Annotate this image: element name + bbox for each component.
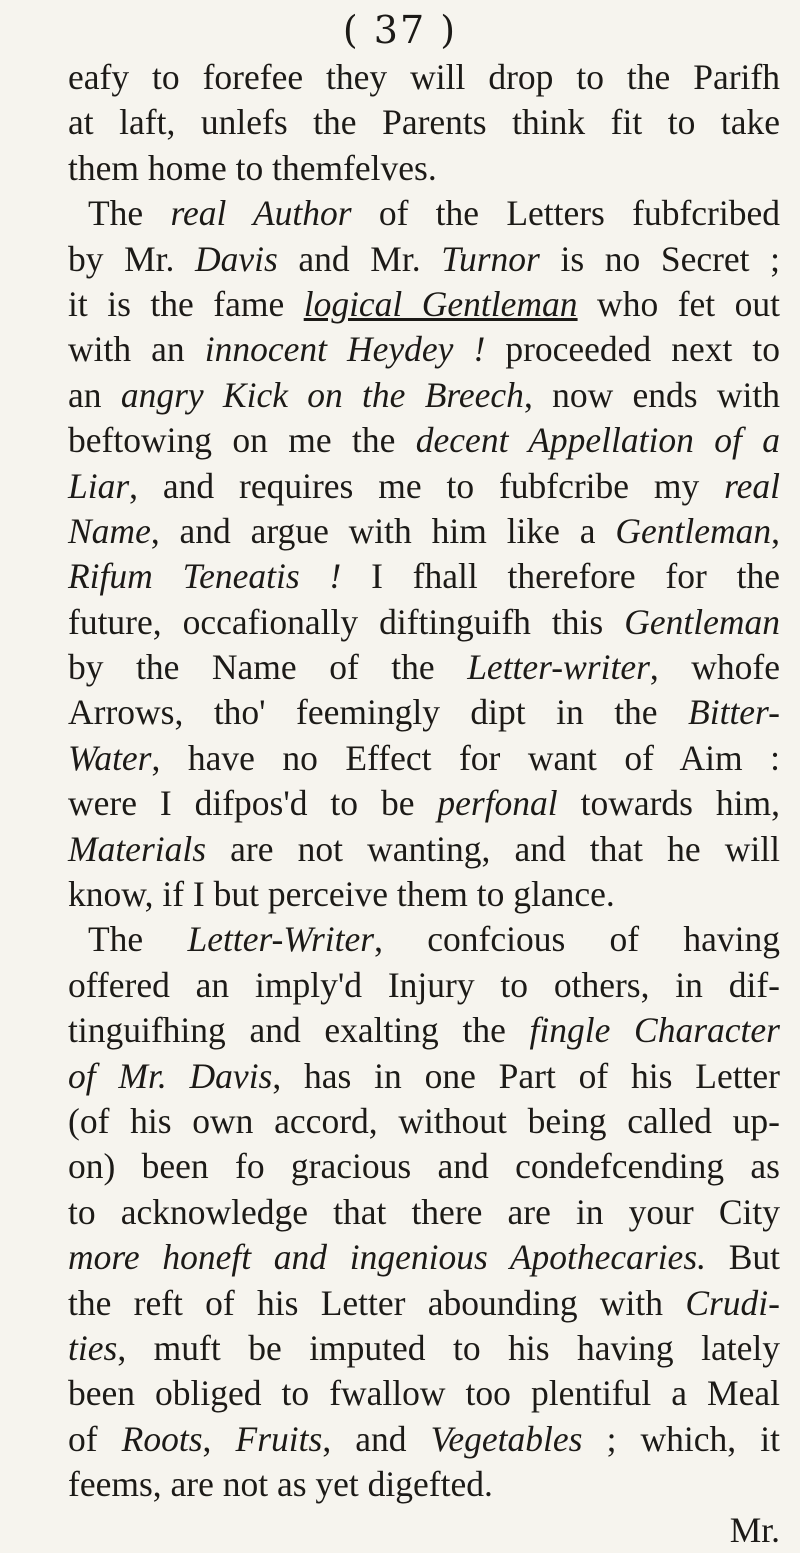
text-run: know, if I but perceive them to glance. [68, 874, 615, 915]
italic-text: ties [68, 1327, 118, 1368]
text-run: Arrows, tho' feemingly dipt in the [68, 692, 689, 733]
text-line [68, 554, 780, 599]
text-run: But [706, 1237, 781, 1278]
italic-text: Crudi- [685, 1282, 780, 1323]
text-run: feems, are not as yet digefted. [68, 1464, 493, 1505]
italic-text: Gentleman [624, 601, 780, 642]
text-run: an [68, 374, 121, 415]
text-run: , confcious of having [374, 919, 780, 960]
text-line [68, 963, 780, 1008]
italic-text: real [724, 465, 780, 506]
text-line [68, 1281, 780, 1326]
text-line [68, 872, 780, 917]
text-run: the reft of his Letter abounding with [68, 1282, 686, 1323]
text-line [68, 1190, 780, 1235]
italic-text: fingle Character [529, 1010, 780, 1051]
text-run: were I difpos'd to be [68, 783, 438, 824]
text-run: , now ends with [523, 374, 781, 415]
text-line [68, 237, 780, 282]
italic-text: more honeft and ingenious Apothecaries. [68, 1237, 707, 1278]
text-run: it is the fame [68, 283, 304, 324]
italic-text: Roots [121, 1418, 203, 1459]
italic-text: Name [68, 510, 151, 551]
text-line [68, 1008, 780, 1053]
page-number: ( 37 ) [342, 8, 458, 52]
italic-text: Water [68, 737, 152, 778]
text-run: at laft, unlefs the Parents think fit to take [68, 102, 780, 143]
text-run: , have no Effect for want of Aim : [151, 737, 780, 778]
italic-text: Materials [68, 828, 207, 869]
italic-text: logical Gentleman [303, 283, 578, 324]
text-run: ; which, it [582, 1418, 780, 1459]
text-line [68, 645, 780, 690]
text-run: who fet out [577, 283, 780, 324]
text-line [68, 600, 780, 645]
text-run: beftowing on me the [68, 420, 416, 461]
italic-text: Vegetables [430, 1418, 583, 1459]
text-line [68, 464, 780, 509]
text-line [68, 736, 780, 781]
italic-text: real Author [170, 193, 352, 234]
text-line [68, 827, 780, 872]
text-run: (of his own accord, without being called up- [68, 1100, 780, 1141]
text-line [68, 781, 780, 826]
text-line [68, 1099, 780, 1144]
italic-text: Turnor [441, 238, 540, 279]
text-run: on) been fo gracious and condefcending as [68, 1146, 780, 1187]
text-run: to acknowledge that there are in your City [68, 1191, 780, 1232]
text-run: of [68, 1418, 122, 1459]
text-line [68, 1417, 780, 1462]
text-run: offered an imply'd Injury to others, in dif- [68, 964, 780, 1005]
text-run: , and argue with him like a [150, 510, 616, 551]
text-run: is no Secret ; [539, 238, 780, 279]
text-line [68, 1371, 780, 1416]
text-run: them home to themfelves. [68, 147, 437, 188]
text-line [68, 418, 780, 463]
text-line [68, 327, 780, 372]
text-run: eafy to forefee they will drop to the Parifh [68, 57, 780, 97]
text-line [68, 1144, 780, 1189]
italic-text: Bitter- [688, 692, 780, 733]
text-line [68, 373, 780, 418]
italic-text: decent Appellation of a [415, 420, 781, 461]
text-run: are not wanting, and that he will [206, 828, 780, 869]
italic-text: Letter-writer [467, 647, 650, 688]
italic-text: Liar [68, 465, 130, 506]
text-line [68, 55, 780, 100]
italic-text: Letter-Writer [187, 919, 375, 960]
text-line [68, 282, 780, 327]
text-line [68, 690, 780, 735]
text-line [68, 917, 780, 962]
italic-text: Fruits [235, 1418, 323, 1459]
italic-text: Rifum Teneatis ! [68, 556, 342, 597]
text-line [68, 1054, 780, 1099]
text-line [68, 191, 780, 236]
text-run: , [771, 510, 780, 551]
text-run: by the Name of the [68, 647, 468, 688]
italic-text: angry Kick on the Breech [120, 374, 524, 415]
catchword: Mr. [729, 1509, 780, 1550]
text-run: , has in one Part of his Letter [272, 1055, 780, 1096]
text-line [68, 146, 780, 191]
text-run: by Mr. [68, 238, 195, 279]
italic-text: perfonal [437, 783, 558, 824]
text-run: , and [322, 1418, 431, 1459]
text-run: and Mr. [277, 238, 442, 279]
text-run: of the Letters fubfcribed [351, 193, 780, 234]
text-run: , muft be imputed to his having lately [117, 1327, 780, 1368]
text-run: with an [68, 329, 205, 370]
text-run: The [88, 919, 188, 960]
text-line [68, 1326, 780, 1371]
text-run: , and requires me to fubfcribe my [129, 465, 725, 506]
text-run: towards him, [557, 783, 781, 824]
text-line [68, 1235, 780, 1280]
text-run: The [88, 193, 171, 234]
italic-text: innocent Heydey ! [204, 329, 486, 370]
text-run: been obliged to fwallow too plentiful a Meal [68, 1373, 780, 1414]
text-run: I fhall therefore for the [341, 556, 780, 597]
italic-text: Davis [195, 238, 278, 279]
italic-text: Gentleman [615, 510, 772, 551]
text-run: future, occafionally diftinguifh this [68, 601, 625, 642]
body-text [68, 55, 780, 1553]
text-line [68, 509, 780, 554]
text-run: , whofe [649, 647, 781, 688]
text-run: , [202, 1418, 236, 1459]
italic-text: of Mr. Davis [68, 1055, 273, 1096]
text-run: proceeded next to [485, 329, 780, 370]
text-line [68, 1462, 780, 1507]
text-line [68, 100, 780, 145]
text-run: tinguifhing and exalting the [68, 1010, 530, 1051]
